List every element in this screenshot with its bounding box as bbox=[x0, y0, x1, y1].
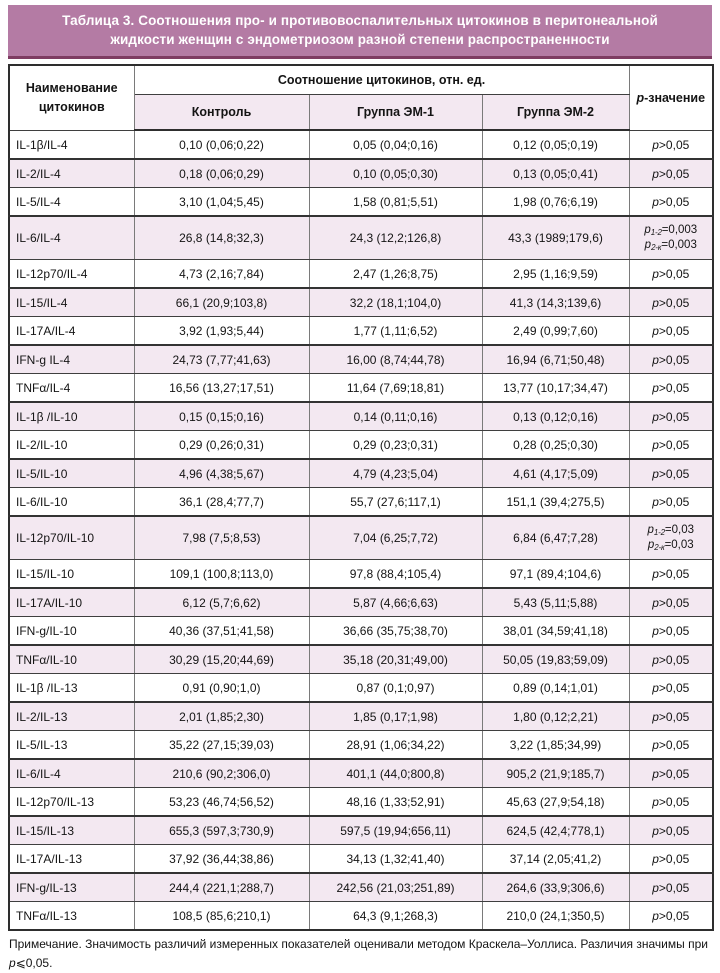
control-value-cell: 36,1 (28,4;77,7) bbox=[134, 488, 309, 517]
em1-value-cell: 48,16 (1,33;52,91) bbox=[309, 788, 482, 817]
table-row bbox=[9, 588, 713, 617]
column-header-cytokine-name: Наименование цитокинов bbox=[9, 65, 134, 130]
p-value-cell: p>0,05 bbox=[629, 488, 713, 517]
em2-value-cell: 45,63 (27,9;54,18) bbox=[482, 788, 629, 817]
em1-value-cell: 0,10 (0,05;0,30) bbox=[309, 159, 482, 188]
p-value-cell: p>0,05 bbox=[629, 188, 713, 217]
control-value-cell: 0,91 (0,90;1,0) bbox=[134, 674, 309, 703]
cytokine-name-cell: IL-17A/IL-10 bbox=[9, 588, 134, 617]
p-value-cell: p>0,05 bbox=[629, 645, 713, 674]
cytokine-name-cell: TNFα/IL-4 bbox=[9, 374, 134, 403]
control-value-cell: 40,36 (37,51;41,58) bbox=[134, 617, 309, 646]
em2-value-cell: 624,5 (42,4;778,1) bbox=[482, 816, 629, 845]
em2-value-cell: 13,77 (10,17;34,47) bbox=[482, 374, 629, 403]
em1-value-cell: 28,91 (1,06;34,22) bbox=[309, 731, 482, 760]
control-value-cell: 4,96 (4,38;5,67) bbox=[134, 459, 309, 488]
cytokine-name-cell: IL-2/IL-4 bbox=[9, 159, 134, 188]
cytokine-name-cell: IL-17A/IL-4 bbox=[9, 317, 134, 346]
p-value-cell: p>0,05 bbox=[629, 816, 713, 845]
table-row bbox=[9, 617, 713, 646]
em1-value-cell: 24,3 (12,2;126,8) bbox=[309, 216, 482, 260]
table-row bbox=[9, 488, 713, 517]
column-header-em1: Группа ЭМ-1 bbox=[309, 95, 482, 131]
cytokine-name-cell: IL-1β /IL-10 bbox=[9, 402, 134, 431]
p-value-cell: p>0,05 bbox=[629, 459, 713, 488]
cytokine-name-cell: IL-6/IL-10 bbox=[9, 488, 134, 517]
cytokine-name-cell: IL-5/IL-4 bbox=[9, 188, 134, 217]
table-row bbox=[9, 188, 713, 217]
p-value-cell: p>0,05 bbox=[629, 759, 713, 788]
cytokine-name-cell: TNFα/IL-10 bbox=[9, 645, 134, 674]
p-value-cell: p>0,05 bbox=[629, 345, 713, 374]
column-header-p-value bbox=[629, 65, 713, 130]
em1-value-cell: 1,85 (0,17;1,98) bbox=[309, 702, 482, 731]
em2-value-cell: 264,6 (33,9;306,6) bbox=[482, 873, 629, 902]
p-value-cell: p>0,05 bbox=[629, 788, 713, 817]
em2-value-cell: 0,13 (0,12;0,16) bbox=[482, 402, 629, 431]
table-row bbox=[9, 317, 713, 346]
table-row bbox=[9, 402, 713, 431]
em2-value-cell: 0,12 (0,05;0,19) bbox=[482, 130, 629, 159]
em1-value-cell: 11,64 (7,69;18,81) bbox=[309, 374, 482, 403]
table-row bbox=[9, 516, 713, 560]
p-value-cell: p>0,05 bbox=[629, 402, 713, 431]
cytokine-name-cell: TNFα/IL-13 bbox=[9, 902, 134, 931]
em2-value-cell: 210,0 (24,1;350,5) bbox=[482, 902, 629, 931]
cytokine-name-cell: IL-1β /IL-13 bbox=[9, 674, 134, 703]
cytokine-name-cell: IL-12p70/IL-13 bbox=[9, 788, 134, 817]
p-value-cell: $p_{1-2}=0,003$ $p_{2-к}=0,003$ bbox=[629, 216, 713, 260]
em1-value-cell: 242,56 (21,03;251,89) bbox=[309, 873, 482, 902]
em2-value-cell: 97,1 (89,4;104,6) bbox=[482, 560, 629, 589]
em1-value-cell: 2,47 (1,26;8,75) bbox=[309, 260, 482, 289]
footnote-threshold: p⩽0,05. bbox=[9, 955, 53, 970]
em2-value-cell: 16,94 (6,71;50,48) bbox=[482, 345, 629, 374]
table-row bbox=[9, 374, 713, 403]
em1-value-cell: 401,1 (44,0;800,8) bbox=[309, 759, 482, 788]
em2-value-cell: 5,43 (5,11;5,88) bbox=[482, 588, 629, 617]
footnote-text: Примечание. Значимость различий измеренных показателей оценивали методом Краскела–Уоллиса. Различия значимы при bbox=[9, 937, 708, 952]
cytokine-name-cell: IL-12p70/IL-4 bbox=[9, 260, 134, 289]
table-footnote bbox=[8, 931, 712, 972]
p-value-cell: p>0,05 bbox=[629, 260, 713, 289]
table-row bbox=[9, 845, 713, 874]
table-title: Таблица 3. Соотношения про- и противовоспалительных цитокинов в перитонеальной жидкости женщин с эндометриозом разной степени распространенности bbox=[8, 5, 712, 59]
cytokine-name-cell: IL-15/IL-10 bbox=[9, 560, 134, 589]
em2-value-cell: 50,05 (19,83;59,09) bbox=[482, 645, 629, 674]
p-value-cell: p>0,05 bbox=[629, 159, 713, 188]
cytokine-name-cell: IL-17A/IL-13 bbox=[9, 845, 134, 874]
em2-value-cell: 151,1 (39,4;275,5) bbox=[482, 488, 629, 517]
em1-value-cell: 4,79 (4,23;5,04) bbox=[309, 459, 482, 488]
em2-value-cell: 43,3 (1989;179,6) bbox=[482, 216, 629, 260]
cytokine-name-cell: IL-5/IL-13 bbox=[9, 731, 134, 760]
control-value-cell: 0,15 (0,15;0,16) bbox=[134, 402, 309, 431]
em2-value-cell: 0,28 (0,25;0,30) bbox=[482, 431, 629, 460]
table-row bbox=[9, 731, 713, 760]
control-value-cell: 16,56 (13,27;17,51) bbox=[134, 374, 309, 403]
em2-value-cell: 1,98 (0,76;6,19) bbox=[482, 188, 629, 217]
p-value-cell: $p_{1-2}=0,03$ $p_{2-к}=0,03$ bbox=[629, 516, 713, 560]
cytokine-name-cell: IL-15/IL-13 bbox=[9, 816, 134, 845]
cytokine-name-cell: IL-12p70/IL-10 bbox=[9, 516, 134, 560]
em1-value-cell: 1,58 (0,81;5,51) bbox=[309, 188, 482, 217]
table-row bbox=[9, 645, 713, 674]
control-value-cell: 37,92 (36,44;38,86) bbox=[134, 845, 309, 874]
cytokine-name-cell: IL-6/IL-4 bbox=[9, 759, 134, 788]
em2-value-cell: 1,80 (0,12;2,21) bbox=[482, 702, 629, 731]
control-value-cell: 35,22 (27,15;39,03) bbox=[134, 731, 309, 760]
em1-value-cell: 32,2 (18,1;104,0) bbox=[309, 288, 482, 317]
control-value-cell: 66,1 (20,9;103,8) bbox=[134, 288, 309, 317]
control-value-cell: 7,98 (7,5;8,53) bbox=[134, 516, 309, 560]
cytokine-name-cell: IL-6/IL-4 bbox=[9, 216, 134, 260]
control-value-cell: 53,23 (46,74;56,52) bbox=[134, 788, 309, 817]
table-row bbox=[9, 560, 713, 589]
control-value-cell: 109,1 (100,8;113,0) bbox=[134, 560, 309, 589]
p-value-cell: p>0,05 bbox=[629, 902, 713, 931]
p-value-cell: p>0,05 bbox=[629, 431, 713, 460]
cytokine-name-cell: IL-2/IL-13 bbox=[9, 702, 134, 731]
p-value-cell: p>0,05 bbox=[629, 288, 713, 317]
p-value-cell: p>0,05 bbox=[629, 731, 713, 760]
control-value-cell: 0,10 (0,06;0,22) bbox=[134, 130, 309, 159]
em1-value-cell: 0,14 (0,11;0,16) bbox=[309, 402, 482, 431]
p-italic-letter: p bbox=[9, 955, 16, 970]
cytokine-table-body bbox=[9, 130, 713, 930]
em1-value-cell: 1,77 (1,11;6,52) bbox=[309, 317, 482, 346]
em1-value-cell: 0,87 (0,1;0,97) bbox=[309, 674, 482, 703]
p-value-cell: p>0,05 bbox=[629, 845, 713, 874]
p-value-cell: p>0,05 bbox=[629, 374, 713, 403]
cytokine-name-cell: IFN-g IL-4 bbox=[9, 345, 134, 374]
p-value-cell: p>0,05 bbox=[629, 873, 713, 902]
control-value-cell: 2,01 (1,85;2,30) bbox=[134, 702, 309, 731]
table-row bbox=[9, 216, 713, 260]
p-value-cell: p>0,05 bbox=[629, 617, 713, 646]
em1-value-cell: 16,00 (8,74;44,78) bbox=[309, 345, 482, 374]
p-italic-letter: p bbox=[636, 90, 645, 105]
table-row bbox=[9, 431, 713, 460]
table-row bbox=[9, 816, 713, 845]
em1-value-cell: 97,8 (88,4;105,4) bbox=[309, 560, 482, 589]
column-header-em2: Группа ЭМ-2 bbox=[482, 95, 629, 131]
em2-value-cell: 2,95 (1,16;9,59) bbox=[482, 260, 629, 289]
table-row bbox=[9, 130, 713, 159]
p-value-cell: p>0,05 bbox=[629, 317, 713, 346]
cytokine-name-cell: IL-15/IL-4 bbox=[9, 288, 134, 317]
table-row bbox=[9, 759, 713, 788]
p-header-suffix: -значение bbox=[644, 90, 706, 105]
table-header bbox=[9, 65, 713, 130]
cytokine-name-cell: IL-2/IL-10 bbox=[9, 431, 134, 460]
em2-value-cell: 905,2 (21,9;185,7) bbox=[482, 759, 629, 788]
control-value-cell: 0,29 (0,26;0,31) bbox=[134, 431, 309, 460]
table-row bbox=[9, 902, 713, 931]
table-row bbox=[9, 674, 713, 703]
em2-value-cell: 2,49 (0,99;7,60) bbox=[482, 317, 629, 346]
em1-value-cell: 7,04 (6,25;7,72) bbox=[309, 516, 482, 560]
table-row bbox=[9, 459, 713, 488]
em2-value-cell: 38,01 (34,59;41,18) bbox=[482, 617, 629, 646]
column-header-control: Контроль bbox=[134, 95, 309, 131]
p-value-cell: p>0,05 bbox=[629, 674, 713, 703]
column-header-ratio-group: Соотношение цитокинов, отн. ед. bbox=[134, 65, 629, 95]
cytokine-name-cell: IL-1β/IL-4 bbox=[9, 130, 134, 159]
em1-value-cell: 0,05 (0,04;0,16) bbox=[309, 130, 482, 159]
control-value-cell: 655,3 (597,3;730,9) bbox=[134, 816, 309, 845]
em2-value-cell: 41,3 (14,3;139,6) bbox=[482, 288, 629, 317]
em2-value-cell: 6,84 (6,47;7,28) bbox=[482, 516, 629, 560]
table-row bbox=[9, 159, 713, 188]
control-value-cell: 24,73 (7,77;41,63) bbox=[134, 345, 309, 374]
em1-value-cell: 0,29 (0,23;0,31) bbox=[309, 431, 482, 460]
em1-value-cell: 36,66 (35,75;38,70) bbox=[309, 617, 482, 646]
table-row bbox=[9, 788, 713, 817]
em2-value-cell: 0,13 (0,05;0,41) bbox=[482, 159, 629, 188]
p-value-cell: p>0,05 bbox=[629, 702, 713, 731]
table-row bbox=[9, 260, 713, 289]
control-value-cell: 3,10 (1,04;5,45) bbox=[134, 188, 309, 217]
control-value-cell: 26,8 (14,8;32,3) bbox=[134, 216, 309, 260]
cytokine-ratios-table bbox=[8, 64, 714, 931]
em1-value-cell: 5,87 (4,66;6,63) bbox=[309, 588, 482, 617]
control-value-cell: 210,6 (90,2;306,0) bbox=[134, 759, 309, 788]
header-row-main bbox=[9, 65, 713, 95]
em2-value-cell: 3,22 (1,85;34,99) bbox=[482, 731, 629, 760]
control-value-cell: 4,73 (2,16;7,84) bbox=[134, 260, 309, 289]
p-value-cell: p>0,05 bbox=[629, 130, 713, 159]
control-value-cell: 108,5 (85,6;210,1) bbox=[134, 902, 309, 931]
em1-value-cell: 55,7 (27,6;117,1) bbox=[309, 488, 482, 517]
p-value-cell: p>0,05 bbox=[629, 588, 713, 617]
p-value-cell: p>0,05 bbox=[629, 560, 713, 589]
table-row bbox=[9, 345, 713, 374]
control-value-cell: 30,29 (15,20;44,69) bbox=[134, 645, 309, 674]
table-row bbox=[9, 702, 713, 731]
em2-value-cell: 0,89 (0,14;1,01) bbox=[482, 674, 629, 703]
control-value-cell: 0,18 (0,06;0,29) bbox=[134, 159, 309, 188]
em2-value-cell: 37,14 (2,05;41,2) bbox=[482, 845, 629, 874]
cytokine-name-cell: IL-5/IL-10 bbox=[9, 459, 134, 488]
cytokine-name-cell: IFN-g/IL-10 bbox=[9, 617, 134, 646]
em1-value-cell: 35,18 (20,31;49,00) bbox=[309, 645, 482, 674]
em1-value-cell: 34,13 (1,32;41,40) bbox=[309, 845, 482, 874]
em2-value-cell: 4,61 (4,17;5,09) bbox=[482, 459, 629, 488]
em1-value-cell: 64,3 (9,1;268,3) bbox=[309, 902, 482, 931]
control-value-cell: 244,4 (221,1;288,7) bbox=[134, 873, 309, 902]
table-row bbox=[9, 288, 713, 317]
control-value-cell: 6,12 (5,7;6,62) bbox=[134, 588, 309, 617]
cytokine-name-cell: IFN-g/IL-13 bbox=[9, 873, 134, 902]
em1-value-cell: 597,5 (19,94;656,11) bbox=[309, 816, 482, 845]
control-value-cell: 3,92 (1,93;5,44) bbox=[134, 317, 309, 346]
